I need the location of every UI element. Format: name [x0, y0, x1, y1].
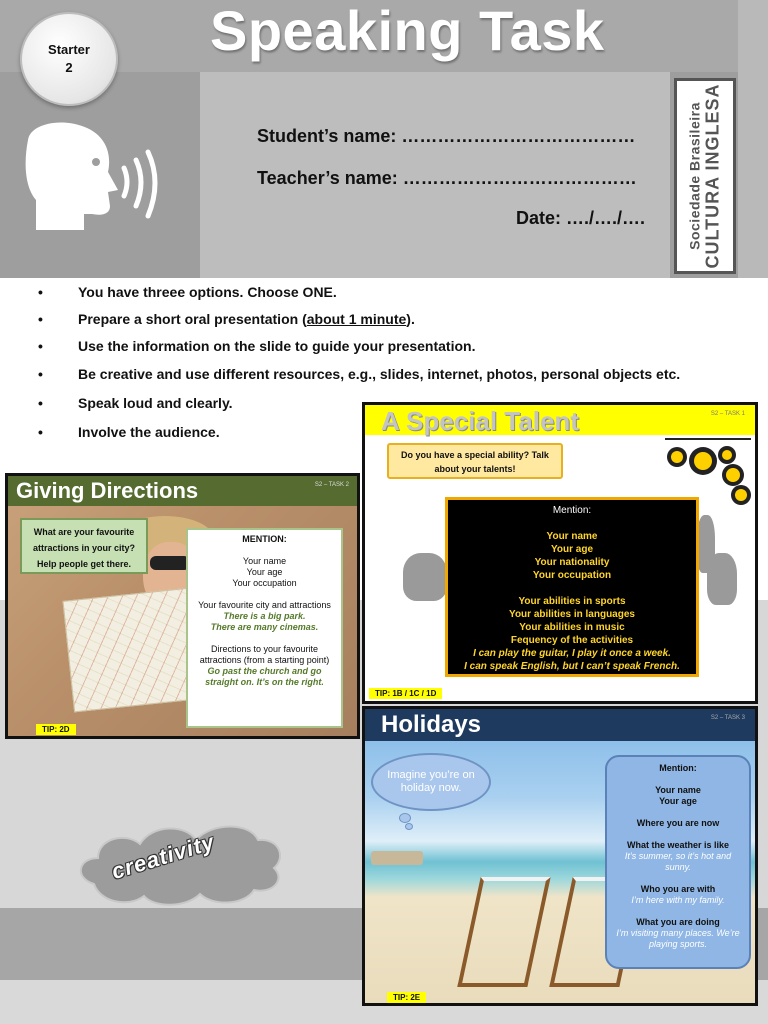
teacher-name-field: Teacher’s name: ………………………………… [257, 168, 637, 188]
slide-title: Holidays [381, 711, 482, 738]
student-name-field: Student’s name: ………………………………… [257, 126, 636, 146]
slide-code: S2 – TASK 1 [710, 411, 745, 417]
mention-box: Mention: Your name Your age Where you are now What the weather is like It’s summer, so it’s hot and sunny. Who you are with I’m here with my family. What you are doing I’m visiting many places. We’re playing sports. [605, 755, 751, 969]
sunglasses-illustration [150, 556, 190, 570]
slide-giving-directions [5, 473, 360, 739]
page-title: Speaking Task [210, 0, 605, 62]
starter-label: Starter [48, 42, 90, 57]
instruction-item: • Speak loud and clearly. [36, 395, 736, 424]
cultura-inglesa-logo [674, 78, 736, 274]
instruction-item: • Use the information on the slide to guide your presentation. [36, 338, 736, 366]
instruction-item: • You have threee options. Choose ONE. [36, 284, 736, 311]
logo-line-2: CULTURA INGLESA [702, 83, 723, 269]
slide-title: Giving Directions [16, 478, 199, 503]
creativity-cloud [74, 814, 286, 910]
starter-number: 2 [65, 60, 73, 75]
slide-holidays [362, 706, 758, 1006]
runner-silhouette [707, 553, 737, 605]
tip-label: TIP: 2D [36, 724, 76, 735]
slide-title: A Special Talent [381, 406, 579, 436]
deck-chair-illustration [457, 877, 550, 987]
slide-code: S2 – TASK 3 [710, 715, 745, 721]
instruction-item: • Involve the audience. [36, 424, 736, 453]
pier-illustration [371, 851, 423, 865]
tip-label: TIP: 2E [387, 992, 426, 1003]
speaking-head-icon [20, 120, 170, 232]
header-band-right [738, 0, 768, 278]
thought-cloud: Imagine you’re on holiday now. [371, 753, 491, 811]
date-field: Date: …./…./…. [516, 208, 646, 228]
prompt-box: Do you have a special ability? Talk about your talents! [387, 443, 563, 479]
logo-line-1: Sociedade Brasileira [686, 102, 703, 250]
instruction-item: • Prepare a short oral presentation (about 1 minute). [36, 311, 736, 338]
prompt-box: What are your favourite attractions in your city? Help people get there. [20, 518, 148, 574]
thought-bubble [405, 823, 413, 830]
map-illustration [62, 588, 201, 713]
athlete-silhouette [403, 553, 447, 601]
starter-badge [20, 12, 118, 106]
slide-code: S2 – TASK 2 [314, 482, 349, 488]
mention-box: Mention: Your name Your age Your nationality Your occupation Your abilities in sports Your abilities in languages Your abilities in music Fequency of the activities I can play the guitar, I play it once a week. I can speak English, but I can’t speak French. [445, 497, 699, 677]
thought-bubble [399, 813, 411, 823]
tip-label: TIP: 1B / 1C / 1D [369, 688, 442, 699]
instruction-item: • Be creative and use different resources, e.g., slides, internet, photos, personal objects etc. [36, 366, 736, 395]
mention-box: MENTION: Your name Your age Your occupation Your favourite city and attractions There is a big park. There are many cinemas. Directions to your favourite attractions (from a starting point) Go past the church and go straight on. It’s on the right. [186, 528, 343, 728]
creativity-label: creativity [108, 828, 218, 885]
slide-special-talent [362, 402, 758, 704]
